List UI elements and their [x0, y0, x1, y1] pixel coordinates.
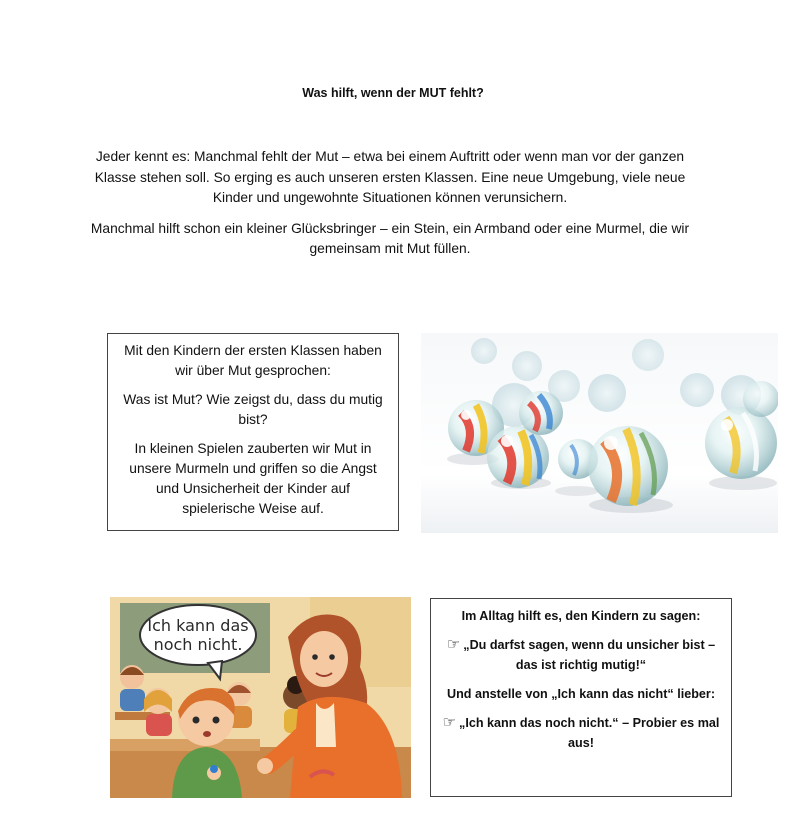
- tip-quote-text: „Ich kann das noch nicht.“ – Probier es mal aus!: [459, 716, 720, 750]
- tips-heading: Im Alltag hilft es, den Kindern zu sagen:: [461, 609, 701, 623]
- tip-quote-text: „Du darfst sagen, wenn du unsicher bist – das ist richtig mutig!“: [463, 638, 716, 672]
- box-paragraph: Was ist Mut? Wie zeigst du, dass du mutig bist?: [123, 392, 383, 427]
- mut-info-box: [107, 333, 399, 531]
- teacher-head: [300, 631, 348, 687]
- marbles-photo: [421, 333, 778, 533]
- intro-paragraph: Manchmal hilft schon ein kleiner Glücksbringer – ein Stein, ein Armband oder eine Murmel, die wir gemeinsam mit Mut füllen.: [90, 220, 690, 256]
- intro-text: [80, 147, 700, 270]
- box-paragraph: In kleinen Spielen zauberten wir Mut in unsere Murmeln und griffen so die Angst und Unsicherheit der Kinder auf spielerische Weise auf.: [129, 441, 377, 516]
- marble: [705, 407, 777, 479]
- page-title: Was hilft, wenn der MUT fehlt?: [302, 86, 484, 100]
- box-paragraph: Mit den Kindern der ersten Klassen haben wir über Mut gesprochen:: [124, 343, 382, 378]
- tips-subheading: Und anstelle von „Ich kann das nicht“ lieber:: [446, 687, 716, 701]
- everyday-tips-box: [430, 598, 732, 797]
- speech-bubble-line: noch nicht.: [153, 635, 243, 654]
- classroom-image: [110, 597, 411, 798]
- intro-paragraph: Jeder kennt es: Manchmal fehlt der Mut – etwa bei einem Auftritt oder wenn man vor der ganzen Klasse stehen soll. So erging es auch unseren ersten Klassen. Eine neue Umgebung, viele neue Kinder und ungewohnte Situationen können verunsichern.: [94, 149, 686, 205]
- tip-quote: [439, 713, 723, 753]
- marble: [743, 381, 778, 417]
- pointing-hand-icon: ☞: [442, 714, 457, 731]
- marbles-image: [421, 333, 778, 533]
- speech-bubble-line: Ich kann das: [147, 616, 249, 635]
- tip-quote: [439, 635, 723, 675]
- classroom-illustration: [110, 597, 411, 798]
- pointing-hand-icon: ☞: [446, 636, 461, 653]
